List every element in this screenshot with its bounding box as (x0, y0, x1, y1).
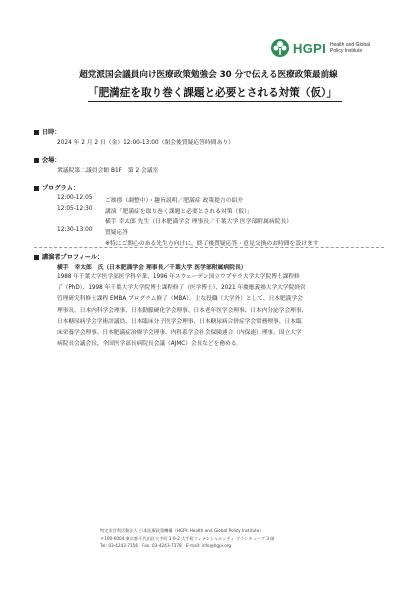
tree-logo-icon (270, 38, 290, 58)
page-subtitle: 「肥満症を取り巻く課題と必要とされる対策（仮）」 (88, 87, 337, 99)
bio-line: 病院長会議会長、全国医学部長病院長会議（AJMC）会長などを務める。 (57, 341, 243, 348)
program-time: 12:05-12:30 (57, 206, 93, 212)
subtitle-underline (88, 101, 342, 102)
section-divider (34, 247, 384, 248)
date-heading: 日時： (34, 127, 61, 136)
program-desc: ご挨拶（調整中）・趣旨説明／肥満症 政策提言の紹介 (105, 198, 244, 204)
program-desc: 質疑応答 (105, 230, 129, 236)
program-heading: プログラム： (34, 183, 79, 192)
bullet-icon (34, 130, 39, 135)
program-note: ※特にご関心のある先生方向けに、終了後質疑応答・意見交換のお時間を設けます (105, 241, 319, 247)
program-time: 12:30-13:00 (57, 227, 93, 233)
logo-wordmark: HGPI (293, 40, 326, 56)
speaker-heading: 講演者プロフィール： (34, 252, 103, 261)
footer (100, 527, 330, 550)
program-desc: 講演「肥満症を取り巻く課題と必要とされる対策（仮）」 (105, 209, 253, 215)
bullet-icon (34, 186, 39, 191)
logo-subtitle: Health and Global Policy Institute (329, 42, 371, 54)
bio-line: 1988 年千葉大学医学部医学科卒業、1996 年スウェーデン国立ウプサラ大学大学院博士課程修 (57, 274, 300, 280)
bullet-icon (34, 255, 39, 260)
venue-value: 衆議院第二議員会館 B1F 第 2 会議室 (57, 168, 159, 174)
footer-org: 特定非営利活動法人 日本医療政策機構（HGPI: Health and Global Policy Institute） (100, 528, 264, 533)
speaker-bio (57, 272, 387, 350)
bio-line: 理事長、日本内科学会理事、日本動脈硬化学会理事、日本老年医学会理事、日本内分泌学会理事、 (57, 307, 308, 314)
program-time: 12:00-12:05 (57, 195, 93, 201)
footer-address: 〒100-0004 東京都千代田区大手町 1-9-2 大手町フィナンシャルシティ グランキューブ 3 階 (100, 535, 275, 541)
venue-heading: 会場： (34, 155, 61, 164)
bio-line: 了（PhD）、1998 年千葉大学大学院博士課程修了（医学博士）、2021 年慶應義塾大学大学院経営 (57, 285, 306, 292)
bio-line: 床栄養学会理事、日本肥満症治療学会理事、内科系学会社会保険連合（内保連）理事、国立大学 (57, 330, 302, 337)
footer-contact: Tel: 03-4243-7156 Fax: 03-4243-7378 E-mail: info@hgpi.org (100, 543, 232, 548)
date-value: 2024 年 2 月 2 日（金）12:00-13:00（閉会後質疑応答時間あり） (57, 140, 234, 146)
bio-line: 管理研究科修士課程 EMBA プログラム修了（MBA）。主な役職（大学外）として、日本肥満学会 (57, 296, 303, 303)
program-desc: 横手 幸太郎 先生（日本肥満学会 理事長／千葉大学 医学部附属病院長） (105, 219, 293, 225)
speaker-name: 横手 幸太郎 氏（日本肥満学会 理事長／千葉大学 医学部附属病院長） (57, 265, 247, 271)
page-title: 超党派国会議員向け医療政策勉強会 30 分で伝える医療政策最前線 (79, 70, 338, 80)
hgpi-logo (270, 38, 380, 58)
bio-line: 日本糖尿病学会学術評議員、日本臨床分子医学会理事、日本糖尿病合併症学会常務理事、日本臨 (57, 318, 302, 325)
bullet-icon (34, 158, 39, 163)
